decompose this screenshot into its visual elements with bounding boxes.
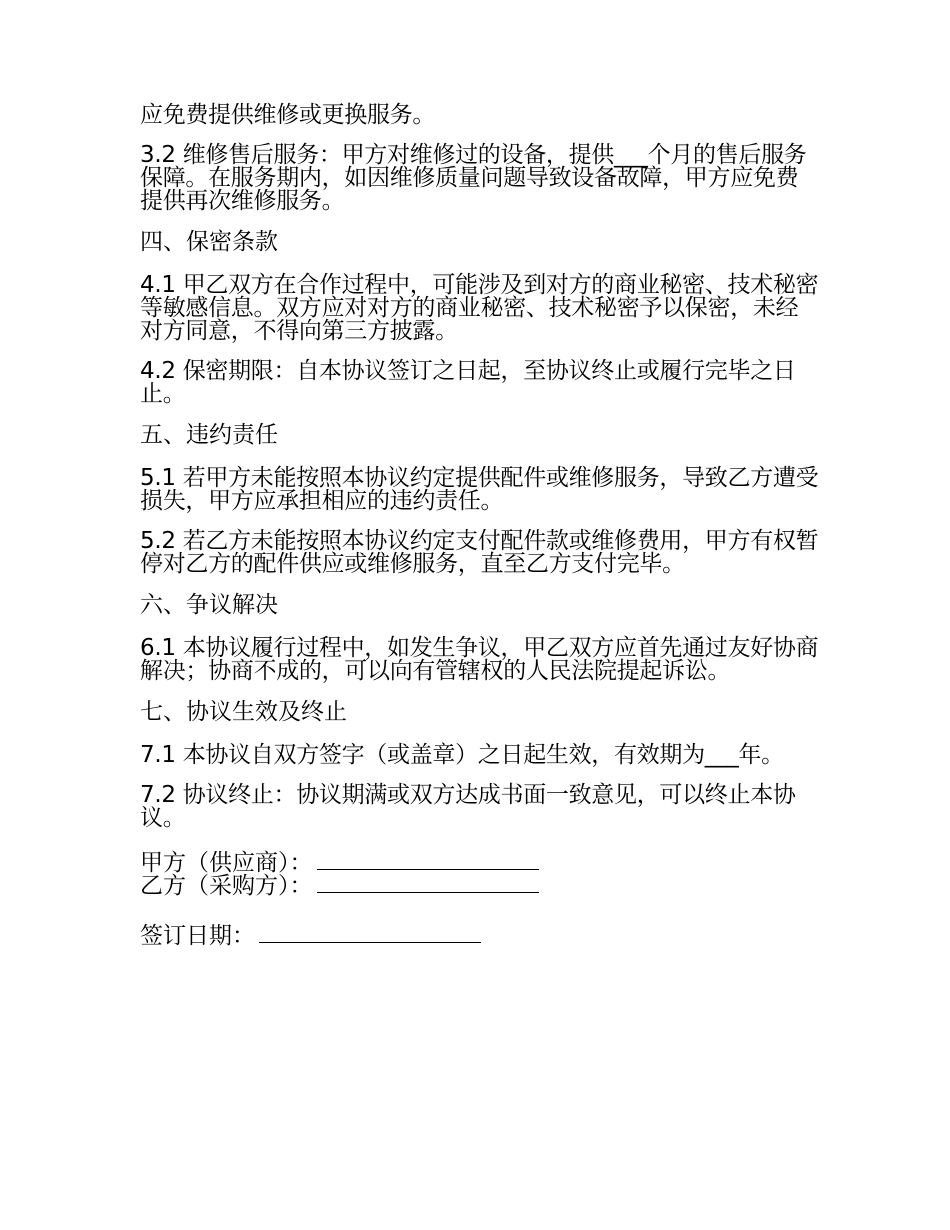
clause-7-1: 7.1 本协议自双方签字（或盖章）之日起生效，有效期为___年。 [140,742,784,768]
party-b-label: 乙方（采购方）： [140,873,313,899]
party-a-signature-line [140,851,820,874]
section-7-title: 七、协议生效及终止 [140,699,347,725]
party-a-label: 甲方（供应商）： [140,850,313,876]
sign-date-line [140,921,820,951]
party-b-signature-line [140,874,820,897]
signature-block [140,851,820,897]
clause-5-2: 5.2 若乙方未能按照本协议约定支付配件款或维修费用，甲方有权暂停对乙方的配件供应或维修服务，直至乙方支付完毕。 [140,528,819,577]
section-4-title: 四、保密条款 [140,229,278,255]
party-a-signature-blank [317,851,539,870]
clause-5-1: 5.1 若甲方未能按照本协议约定提供配件或维修服务，导致乙方遭受损失，甲方应承担相应的违约责任。 [140,465,819,514]
clause-4-2: 4.2 保密期限：自本协议签订之日起，至协议终止或履行完毕之日止。 [140,358,796,407]
clause-3-2: 3.2 维修售后服务：甲方对维修过的设备，提供___个月的售后服务保障。在服务期内，如因维修质量问题导致设备故障，甲方应免费提供再次维修服务。 [140,142,807,214]
continuation-text: 应免费提供维修或更换服务。 [140,102,436,128]
sign-date-label: 签订日期： [140,923,255,949]
party-b-signature-blank [317,874,539,893]
document-page [140,104,820,951]
clause-7-2: 7.2 协议终止：协议期满或双方达成书面一致意见，可以终止本协议。 [140,782,796,831]
clause-4-1: 4.1 甲乙双方在合作过程中，可能涉及到对方的商业秘密、技术秘密等敏感信息。双方应对对方的商业秘密、技术秘密予以保密，未经对方同意，不得向第三方披露。 [140,272,819,344]
clause-6-1: 6.1 本协议履行过程中，如发生争议，甲乙双方应首先通过友好协商解决；协商不成的，可以向有管辖权的人民法院提起诉讼。 [140,635,819,684]
section-5-title: 五、违约责任 [140,422,278,448]
section-6-title: 六、争议解决 [140,592,278,618]
sign-date-blank [259,924,481,943]
